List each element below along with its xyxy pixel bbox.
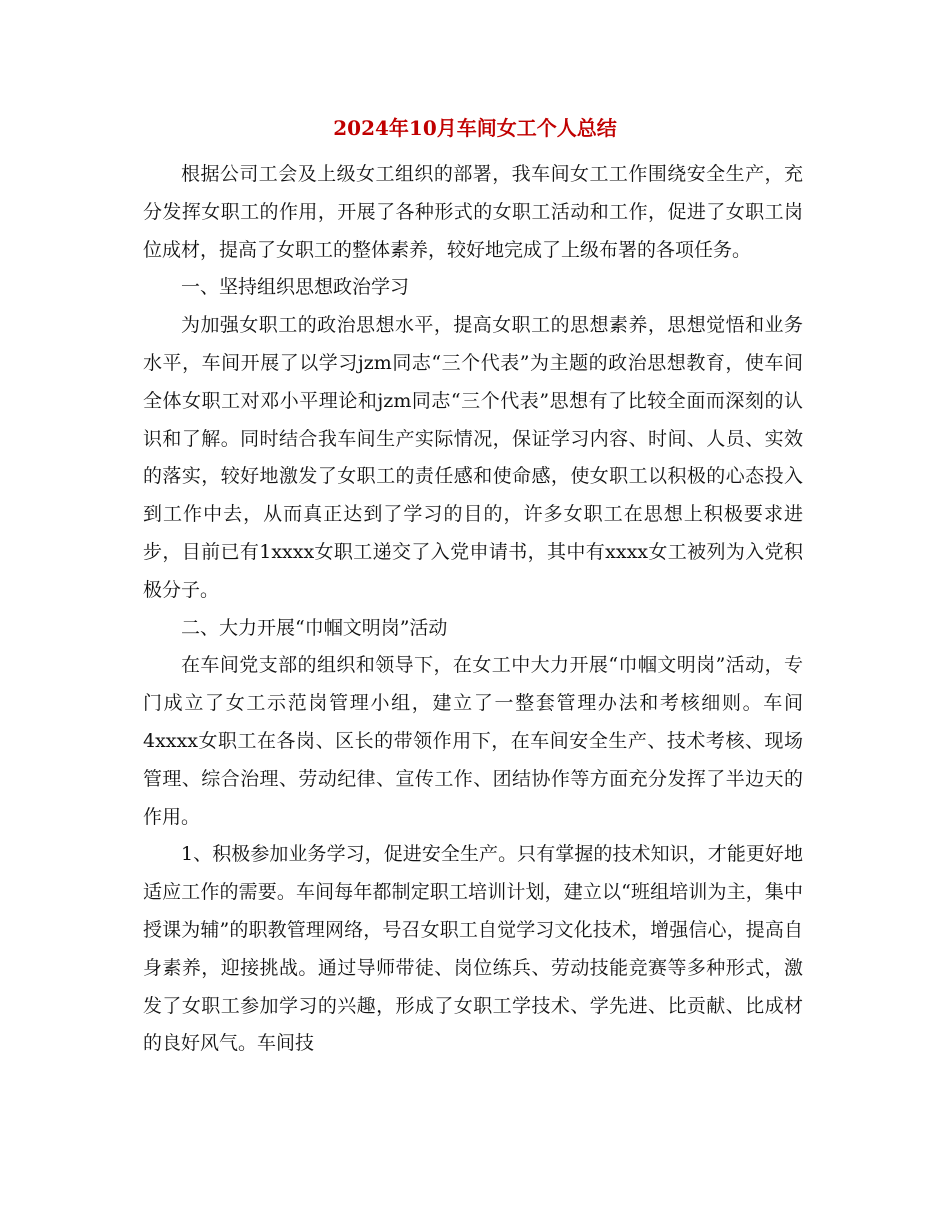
section-heading-1: 一、坚持组织思想政治学习 bbox=[181, 276, 410, 299]
paragraph-intro: 根据公司工会及上级女工组织的部署，我车间女工工作围绕安全生产，充分发挥女职工的作用，开展了各种形式的女职工活动和工作，促进了女职工岗位成材，提高了女职工的整体素养，较好地完成了上级布署的各项任务。 bbox=[143, 163, 803, 261]
document-body bbox=[143, 156, 803, 1063]
paragraph-item-1: 1、积极参加业务学习，促进安全生产。只有掌握的技术知识，才能更好地适应工作的需要。车间每年都制定职工培训计划，建立以“班组培训为主，集中授课为辅”的职教管理网络，号召女职工自觉学习文化技术，增强信心，提高自身素养，迎接挑战。通过导师带徒、岗位练兵、劳动技能竞赛等多种形式，激发了女职工参加学习的兴趣，形成了女职工学技术、学先进、比贡献、比成材的良好风气。车间技 bbox=[143, 843, 803, 1055]
paragraph-section-1: 为加强女职工的政治思想水平，提高女职工的思想素养，思想觉悟和业务水平，车间开展了以学习jzm同志“三个代表”为主题的政治思想教育，使车间全体女职工对邓小平理论和jzm同志“三个代表”思想有了比较全面而深刻的认识和了解。同时结合我车间生产实际情况，保证学习内容、时间、人员、实效的落实，较好地激发了女职工的责任感和使命感，使女职工以积极的心态投入到工作中去，从而真正达到了学习的目的，许多女职工在思想上积极要求进步，目前已有1xxxx女职工递交了入党申请书，其中有xxxx女工被列为入党积极分子。 bbox=[143, 314, 803, 601]
paragraph-section-2: 在车间党支部的组织和领导下，在女工中大力开展“巾帼文明岗”活动，专门成立了女工示范岗管理小组，建立了一整套管理办法和考核细则。车间4xxxx女职工在各岗、区长的带领作用下，在车间安全生产、技术考核、现场管理、综合治理、劳动纪律、宣传工作、团结协作等方面充分发挥了半边天的作用。 bbox=[143, 654, 803, 828]
document-title: 2024年10月车间女工个人总结 bbox=[333, 116, 617, 140]
section-heading-2: 二、大力开展“巾帼文明岗”活动 bbox=[181, 616, 448, 639]
